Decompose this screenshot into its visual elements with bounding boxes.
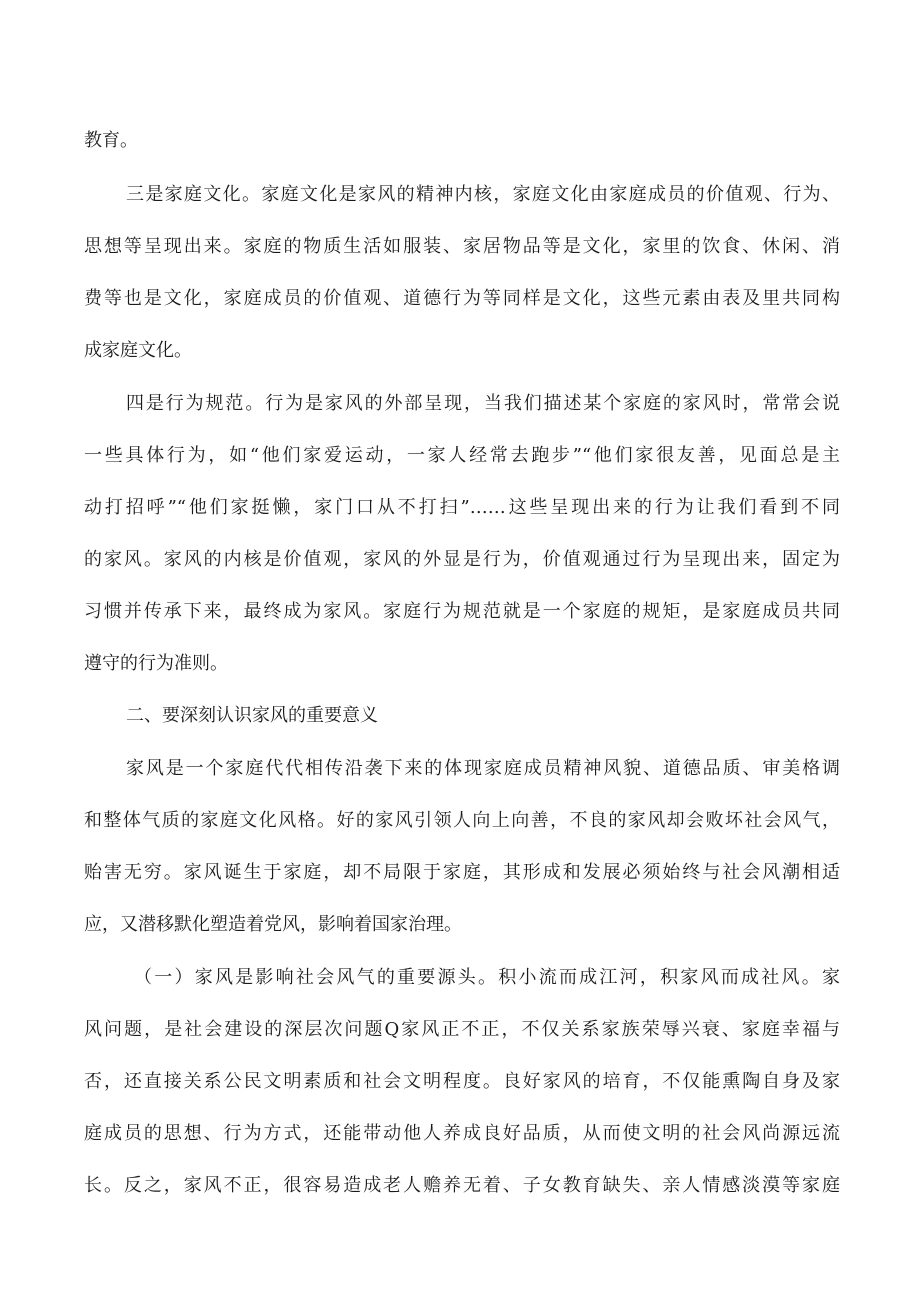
text-line: 贻害无穷。家风诞生于家庭，却不局限于家庭，其形成和发展必须始终与社会风潮相适	[84, 862, 840, 883]
text-line: 习惯并传承下来，最终成为家风。家庭行为规范就是一个家庭的规矩，是家庭成员共同	[84, 601, 840, 622]
text-line: 的家风。家风的内核是价值观，家风的外显是行为，价值观通过行为呈现出来，固定为	[84, 549, 840, 570]
text-line: 应，又潜移默化塑造着党风，影响着国家治理。	[84, 914, 462, 935]
paragraph-family-culture-line: 三是家庭文化。家庭文化是家风的精神内核，家庭文化由家庭成员的价值观、行为、	[126, 184, 840, 205]
text-line: 遵守的行为准则。	[84, 653, 228, 674]
text-line: 费等也是文化，家庭成员的价值观、道德行为等同样是文化，这些元素由表及里共同构	[84, 288, 840, 309]
subsection-heading-line: （一）家风是影响社会风气的重要源头。积小流而成江河，积家风而成社风。家	[134, 967, 840, 988]
paragraph-family-style-line: 家风是一个家庭代代相传沿袭下来的体现家庭成员精神风貌、道德品质、审美格调	[126, 758, 840, 779]
text-line: 思想等呈现出来。家庭的物质生活如服装、家居物品等是文化，家里的饮食、休闲、消	[84, 236, 840, 257]
text-line: 风问题，是社会建设的深层次问题Q家风正不正，不仅关系家族荣辱兴衰、家庭幸福与	[84, 1019, 840, 1040]
section-heading: 二、要深刻认识家风的重要意义	[126, 705, 378, 726]
text-line: 否，还直接关系公民文明素质和社会文明程度。良好家风的培育，不仅能熏陶自身及家	[84, 1071, 840, 1092]
paragraph-behavior-norms-line: 四是行为规范。行为是家风的外部呈现，当我们描述某个家庭的家风时，常常会说	[126, 393, 840, 414]
text-line: 成家庭文化。	[84, 340, 192, 361]
text-line: 长。反之，家风不正，很容易造成老人赡养无着、子女教育缺失、亲人情感淡漠等家庭	[84, 1175, 840, 1196]
text-line: 教育。	[84, 130, 138, 151]
text-line: 一些具体行为，如“他们家爱运动，一家人经常去跑步”“他们家很友善，见面总是主	[84, 445, 840, 466]
text-line: 动打招呼”“他们家挺懒，家门口从不打扫”……这些呈现出来的行为让我们看到不同	[84, 497, 840, 518]
text-line: 庭成员的思想、行为方式，还能带动他人养成良好品质，从而使文明的社会风尚源远流	[84, 1123, 840, 1144]
text-line: 和整体气质的家庭文化风格。好的家风引领人向上向善，不良的家风却会败坏社会风气，	[84, 810, 840, 831]
